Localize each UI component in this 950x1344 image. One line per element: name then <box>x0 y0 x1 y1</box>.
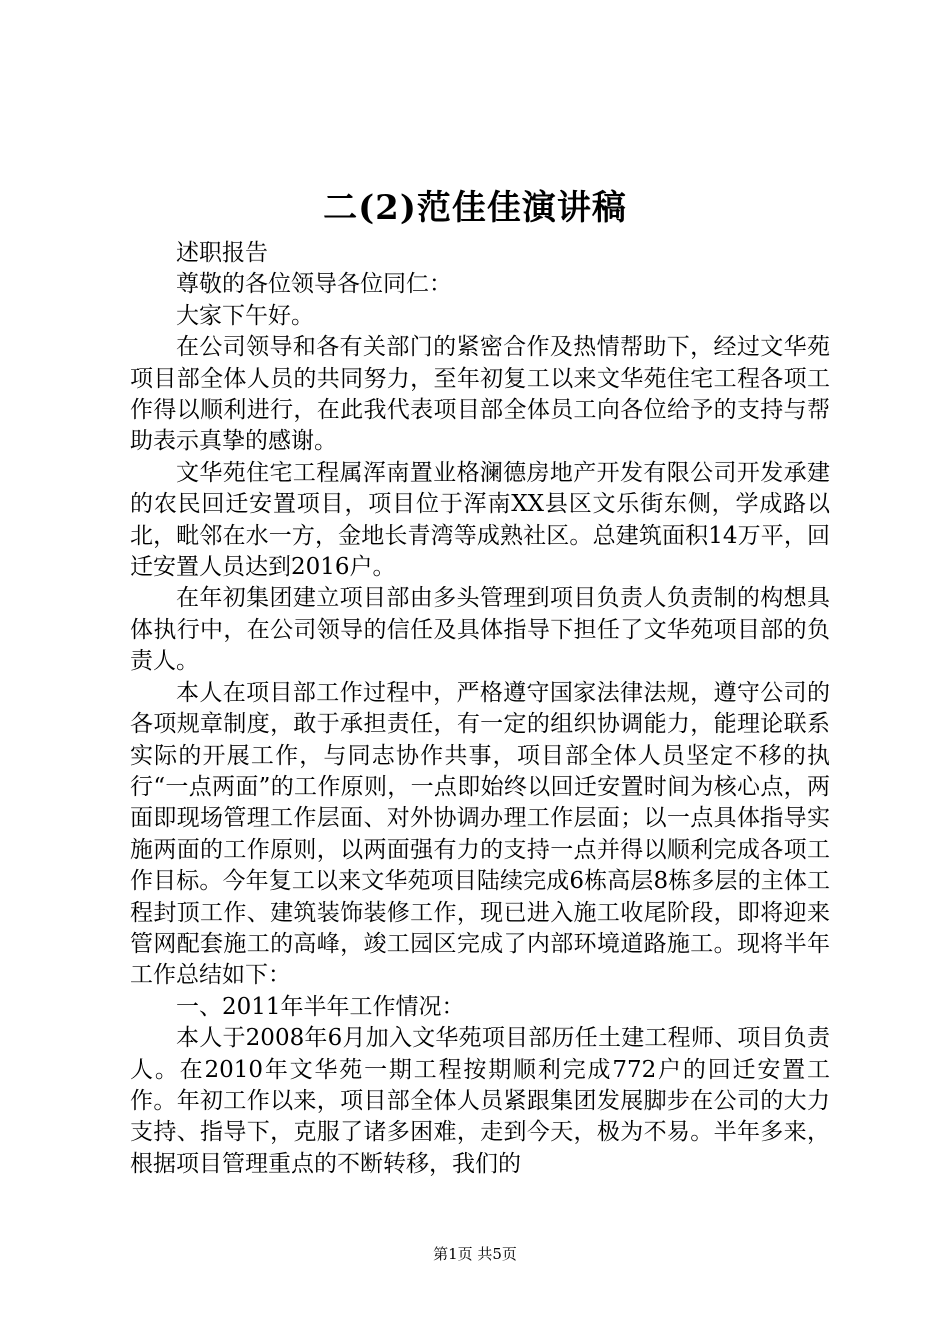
paragraph: 在公司领导和各有关部门的紧密合作及热情帮助下，经过文华苑项目部全体人员的共同努力，至年初复工以来文华苑住宅工程各项工作得以顺利进行，在此我代表项目部全体员工向各位给予的支持与帮助表示真挚的感谢。 <box>130 334 830 455</box>
paragraph-salutation: 尊敬的各位领导各位同仁： <box>176 271 452 298</box>
document-title: 二(2)范佳佳演讲稿 <box>323 188 627 228</box>
paragraph: 文华苑住宅工程属浑南置业格澜德房地产开发有限公司开发承建的农民回迁安置项目，项目位于浑南XX县区文乐街东侧，学成路以北，毗邻在水一方，金地长青湾等成熟社区。总建筑面积14万平，回迁安置人员达到2016户。 <box>130 459 830 581</box>
paragraph-greeting: 大家下午好。 <box>176 302 314 329</box>
paragraph: 本人于2008年6月加入文华苑项目部历任土建工程师、项目负责人。在2010年文华苑一期工程按期顺利完成772户的回迁安置工作。年初工作以来，项目部全体人员紧跟集团发展脚步在公司的大力支持、指导下，克服了诸多困难，走到今天，极为不易。半年多来，根据项目管理重点的不断转移，我们的 <box>130 1025 830 1177</box>
paragraph-heading: 述职报告 <box>176 240 268 266</box>
section-heading: 一、2011年半年工作情况： <box>176 993 465 1020</box>
page-number-footer: 第1页 共5页 <box>433 1245 517 1263</box>
paragraph: 在年初集团建立项目部由多头管理到项目负责人负责制的构想具体执行中，在公司领导的信任及具体指导下担任了文华苑项目部的负责人。 <box>130 585 830 675</box>
document-body <box>130 238 830 1180</box>
paragraph: 本人在项目部工作过程中，严格遵守国家法律法规，遵守公司的各项规章制度，敢于承担责任，有一定的组织协调能力，能理论联系实际的开展工作，与同志协作共事，项目部全体人员坚定不移的执行“一点两面”的工作原则，一点即始终以回迁安置时间为核心点，两面即现场管理工作层面、对外协调办理工作层面；以一点具体指导实施两面的工作原则，以两面强有力的支持一点并得以顺利完成各项工作目标。今年复工以来文华苑项目陆续完成6栋高层8栋多层的主体工程封顶工作、建筑装饰装修工作，现已进入施工收尾阶段，即将迎来管网配套施工的高峰，竣工园区完成了内部环境道路施工。现将半年工作总结如下： <box>130 679 830 989</box>
